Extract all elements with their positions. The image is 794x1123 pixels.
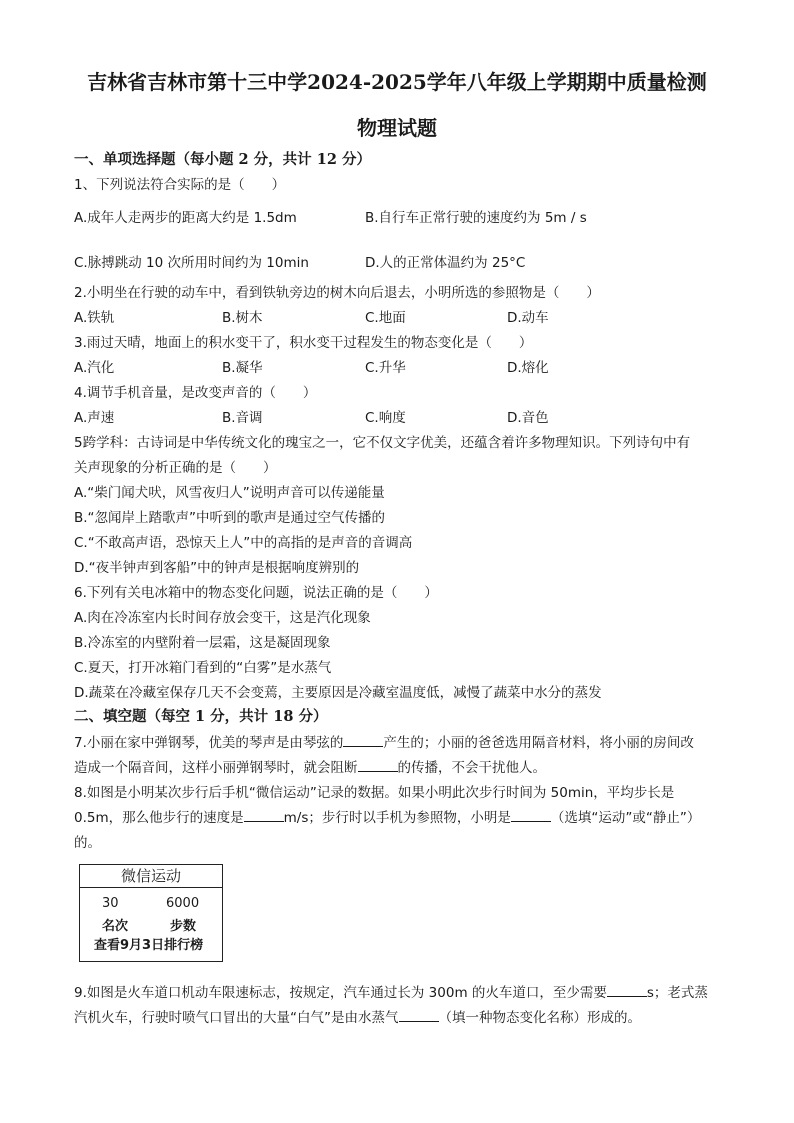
- question-5-option-a: A.“柴门闻犬吠，风雪夜归人”说明声音可以传递能量: [74, 485, 385, 501]
- answer-blank[interactable]: [343, 733, 383, 748]
- question-5-option-c: C.“不敢高声语，恐惊天上人”中的高指的是声音的音调高: [74, 535, 413, 551]
- question-2-option-b: B.树木: [222, 310, 263, 326]
- question-5-stem-line1: 5跨学科：古诗词是中华传统文化的瑰宝之一，它不仅文字优美，还蕴含着许多物理知识。下列诗句中有: [74, 435, 691, 451]
- answer-blank[interactable]: [358, 758, 398, 773]
- question-7-text: 产生的；小丽的爸爸选用隔音材料，将小丽的房间改: [383, 735, 694, 751]
- question-6-stem: 6.下列有关电冰箱中的物态变化问题，说法正确的是（ ）: [74, 585, 438, 601]
- question-6-option-d: D.蔬菜在冷藏室保存几天不会变蔫，主要原因是冷藏室温度低，减慢了蔬菜中水分的蒸发: [74, 685, 602, 701]
- question-8-text: 0.5m，那么他步行的速度是: [74, 810, 244, 826]
- section-heading-choice: 一、单项选择题（每小题 2 分，共计 12 分）: [74, 151, 371, 168]
- question-4-stem: 4.调节手机音量，是改变声音的（ ）: [74, 385, 317, 401]
- question-9-text: s；老式蒸: [646, 985, 708, 1001]
- question-3-option-b: B.凝华: [222, 360, 263, 376]
- question-7-text: 造成一个隔音间，这样小丽弹钢琴时，就会阻断: [74, 760, 358, 776]
- question-8-line3: 的。: [74, 835, 101, 851]
- question-8-text: （选填“运动”或“静止”）: [550, 810, 701, 826]
- question-4-option-d: D.音色: [507, 410, 549, 426]
- question-7-text: 7.小丽在家中弹钢琴，优美的琴声是由琴弦的: [74, 735, 344, 751]
- question-8-line2: [74, 806, 700, 826]
- question-9-text: 汽机火车，行驶时喷气口冒出的大量“白气”是由水蒸气: [74, 1010, 399, 1026]
- question-2-stem: 2.小明坐在行驶的动车中，看到铁轨旁边的树木向后退去，小明所选的参照物是（ ）: [74, 285, 600, 301]
- question-7-line2: [74, 756, 546, 776]
- answer-blank[interactable]: [399, 1008, 439, 1023]
- question-7-line1: [74, 731, 694, 751]
- question-3-option-c: C.升华: [365, 360, 406, 376]
- question-6-option-b: B.冷冻室的内壁附着一层霜，这是凝固现象: [74, 635, 331, 651]
- question-4-option-a: A.声速: [74, 410, 115, 426]
- question-6-option-c: C.夏天，打开冰箱门看到的“白雾”是水蒸气: [74, 660, 332, 676]
- question-1-option-a: A.成年人走两步的距离大约是 1.5dm: [74, 210, 297, 226]
- question-9-line1: [74, 981, 708, 1001]
- question-1-option-c: C.脉搏跳动 10 次所用时间约为 10min: [74, 255, 309, 271]
- question-2-option-d: D.动车: [507, 310, 549, 326]
- answer-blank[interactable]: [607, 983, 647, 998]
- question-9-line2: [74, 1006, 641, 1026]
- rank-label: 名次: [102, 919, 129, 934]
- leaderboard-link: 查看9月3日排行榜: [94, 938, 204, 953]
- answer-blank[interactable]: [511, 808, 551, 823]
- question-5-option-d: D.“夜半钟声到客船”中的钟声是根据响度辨别的: [74, 560, 360, 576]
- question-2-option-a: A.铁轨: [74, 310, 115, 326]
- question-8-line1: 8.如图是小明某次步行后手机“微信运动”记录的数据。如果小明此次步行时间为 50min，平均步长是: [74, 785, 675, 801]
- steps-label: 步数: [170, 919, 197, 934]
- question-3-option-d: D.熔化: [507, 360, 549, 376]
- answer-blank[interactable]: [244, 808, 284, 823]
- steps-value: 6000: [166, 896, 200, 911]
- question-1-option-d: D.人的正常体温约为 25°C: [365, 255, 526, 271]
- question-9-text: （填一种物态变化名称）形成的。: [438, 1010, 641, 1026]
- question-7-text: 的传播，不会干扰他人。: [397, 760, 546, 776]
- question-3-stem: 3.雨过天晴，地面上的积水变干了，积水变干过程发生的物态变化是（ ）: [74, 335, 533, 351]
- exam-subtitle: 物理试题: [357, 116, 437, 140]
- question-5-option-b: B.“忽闻岸上踏歌声”中听到的歌声是通过空气传播的: [74, 510, 386, 526]
- wechat-sport-figure: [79, 864, 223, 962]
- question-1-stem: 1、下列说法符合实际的是（ ）: [74, 177, 286, 193]
- question-8-text: m/s；步行时以手机为参照物，小明是: [283, 810, 511, 826]
- question-4-option-b: B.音调: [222, 410, 263, 426]
- question-1-option-b: B.自行车正常行驶的速度约为 5m / s: [365, 210, 587, 226]
- question-4-option-c: C.响度: [365, 410, 406, 426]
- question-3-option-a: A.汽化: [74, 360, 115, 376]
- rank-value: 30: [102, 896, 119, 911]
- question-9-text: 9.如图是火车道口机动车限速标志，按规定，汽车通过长为 300m 的火车道口，至少需要: [74, 985, 607, 1001]
- question-5-stem-line2: 关声现象的分析正确的是（ ）: [74, 460, 277, 476]
- question-6-option-a: A.肉在冷冻室内长时间存放会变干，这是汽化现象: [74, 610, 371, 626]
- section-heading-fill: 二、填空题（每空 1 分，共计 18 分）: [74, 708, 328, 725]
- wechat-sport-header: 微信运动: [80, 865, 222, 888]
- exam-title: 吉林省吉林市第十三中学2024-2025学年八年级上学期期中质量检测: [87, 70, 707, 94]
- question-2-option-c: C.地面: [365, 310, 406, 326]
